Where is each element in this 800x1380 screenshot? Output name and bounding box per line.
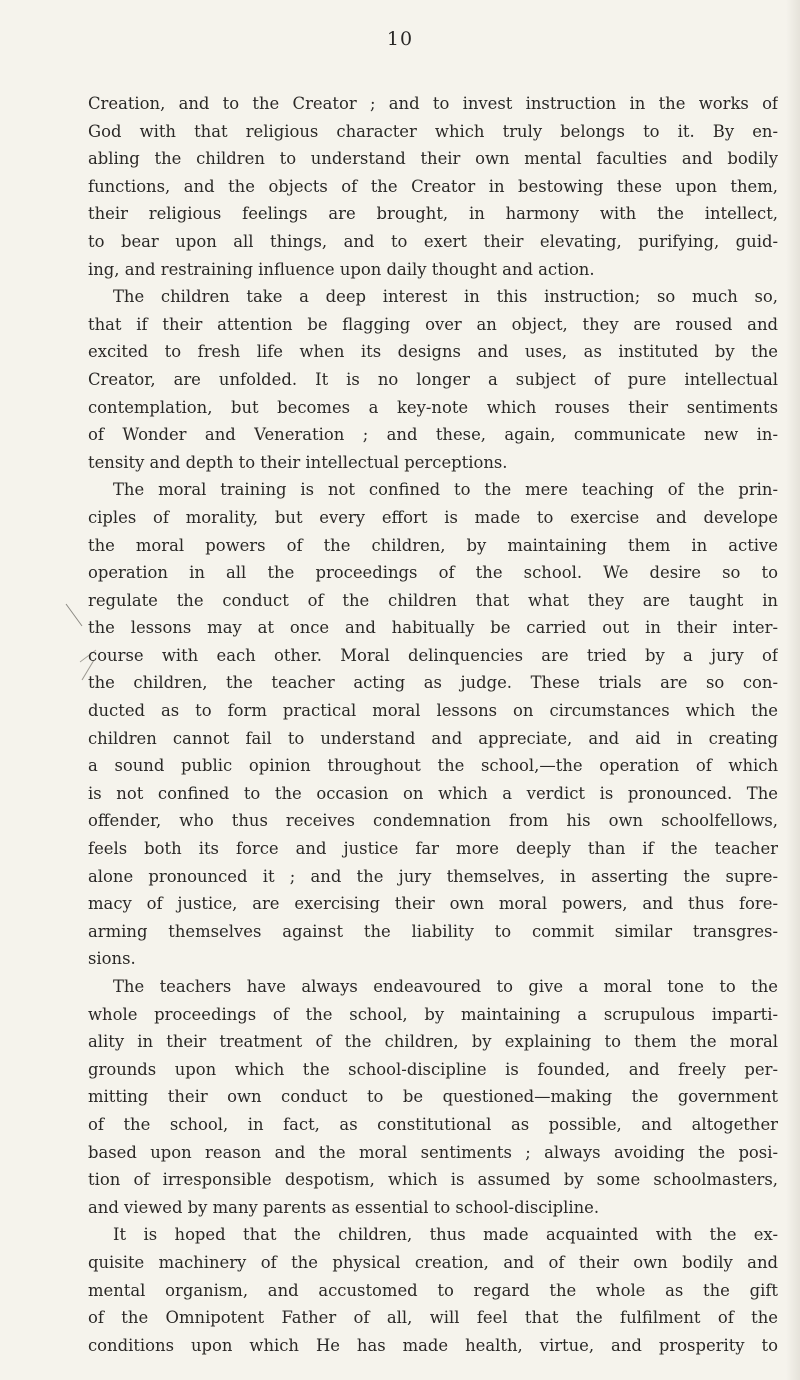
text-line: and viewed by many parents as essential to school-discipline. xyxy=(88,1197,600,1217)
text-line: whole proceedings of the school, by maintaining a scrupulous imparti- xyxy=(88,1004,778,1024)
text-line: Creation, and to the Creator ; and to invest instruction in the works of xyxy=(88,94,778,113)
text-line: ciples of morality, but every effort is made to exercise and develope xyxy=(88,507,778,527)
text-line: of the Omnipotent Father of all, will feel that the fulfilment of the xyxy=(88,1308,778,1328)
text-line: tensity and depth to their intellectual perceptions. xyxy=(88,452,508,472)
text-line: alone pronounced it ; and the jury themselves, in asserting the supre- xyxy=(88,866,778,886)
text-line: grounds upon which the school-discipline is founded, and freely per- xyxy=(88,1059,778,1079)
text-line: God with that religious character which truly belongs to it. By en- xyxy=(88,121,778,141)
text-line: mental organism, and accustomed to regard the whole as the gift xyxy=(88,1280,778,1300)
text-line: contemplation, but becomes a key-note which rouses their sentiments xyxy=(88,397,778,417)
text-line: offender, who thus receives condemnation from his own schoolfellows, xyxy=(88,811,778,831)
text-line: based upon reason and the moral sentiments ; always avoiding the posi- xyxy=(88,1142,778,1162)
text-line: ducted as to form practical moral lessons on circumstances which the xyxy=(88,701,778,721)
text-line: the children, the teacher acting as judge. These trials are so con- xyxy=(88,673,778,693)
text-line: children cannot fail to understand and appreciate, and aid in creating xyxy=(88,728,778,748)
text-line: conditions upon which He has made health, virtue, and prosperity to xyxy=(88,1335,778,1355)
text-line: quisite machinery of the physical creation, and of their own bodily and xyxy=(88,1252,778,1272)
body-text xyxy=(88,90,778,1359)
text-line: of the school, in fact, as constitutional as possible, and altogether xyxy=(88,1114,778,1134)
text-line: ality in their treatment of the children, by explaining to them the moral xyxy=(88,1032,778,1052)
text-line: The children take a deep interest in this instruction; so much so, xyxy=(113,287,778,307)
text-line: a sound public opinion throughout the school,—the operation of which xyxy=(88,756,778,776)
text-line: sions. xyxy=(88,949,136,969)
text-line: excited to fresh life when its designs and uses, as instituted by the xyxy=(88,342,778,362)
text-line: the lessons may at once and habitually be carried out in their inter- xyxy=(88,618,778,638)
text-line: The moral training is not confined to the mere teaching of the prin- xyxy=(113,480,778,500)
text-line: to bear upon all things, and to exert their elevating, purifying, guid- xyxy=(88,231,778,251)
text-line: of Wonder and Veneration ; and these, again, communicate new in- xyxy=(88,425,778,445)
text-line: macy of justice, are exercising their own moral powers, and thus fore- xyxy=(88,894,778,914)
text-line: tion of irresponsible despotism, which is assumed by some schoolmasters, xyxy=(88,1170,778,1190)
text-line: the moral powers of the children, by maintaining them in active xyxy=(88,535,778,555)
text-line: that if their attention be flagging over an object, they are roused and xyxy=(88,314,778,334)
text-line: The teachers have always endeavoured to give a moral tone to the xyxy=(113,977,778,996)
text-line: functions, and the objects of the Creator in bestowing these upon them, xyxy=(88,176,778,196)
text-line: is not confined to the occasion on which a verdict is pronounced. The xyxy=(88,783,778,803)
text-line: feels both its force and justice far more deeply than if the teacher xyxy=(88,839,778,859)
text-line: operation in all the proceedings of the school. We desire so to xyxy=(88,563,778,583)
text-line: It is hoped that the children, thus made acquainted with the ex- xyxy=(113,1225,778,1245)
text-line: Creator, are unfolded. It is no longer a subject of pure intellectual xyxy=(88,369,778,389)
text-line: regulate the conduct of the children that what they are taught in xyxy=(88,590,778,610)
text-line: their religious feelings are brought, in harmony with the intellect, xyxy=(88,204,778,224)
page-number: 10 xyxy=(386,28,414,50)
text-line: arming themselves against the liability to commit similar transgres- xyxy=(88,921,778,941)
page-edge-shadow xyxy=(786,0,800,1380)
text-line: ing, and restraining influence upon daily thought and action. xyxy=(88,259,595,279)
text-line: course with each other. Moral delinquencies are tried by a jury of xyxy=(88,645,778,665)
text-line: abling the children to understand their own mental faculties and bodily xyxy=(88,149,778,169)
text-line: mitting their own conduct to be questioned—making the government xyxy=(88,1087,778,1107)
